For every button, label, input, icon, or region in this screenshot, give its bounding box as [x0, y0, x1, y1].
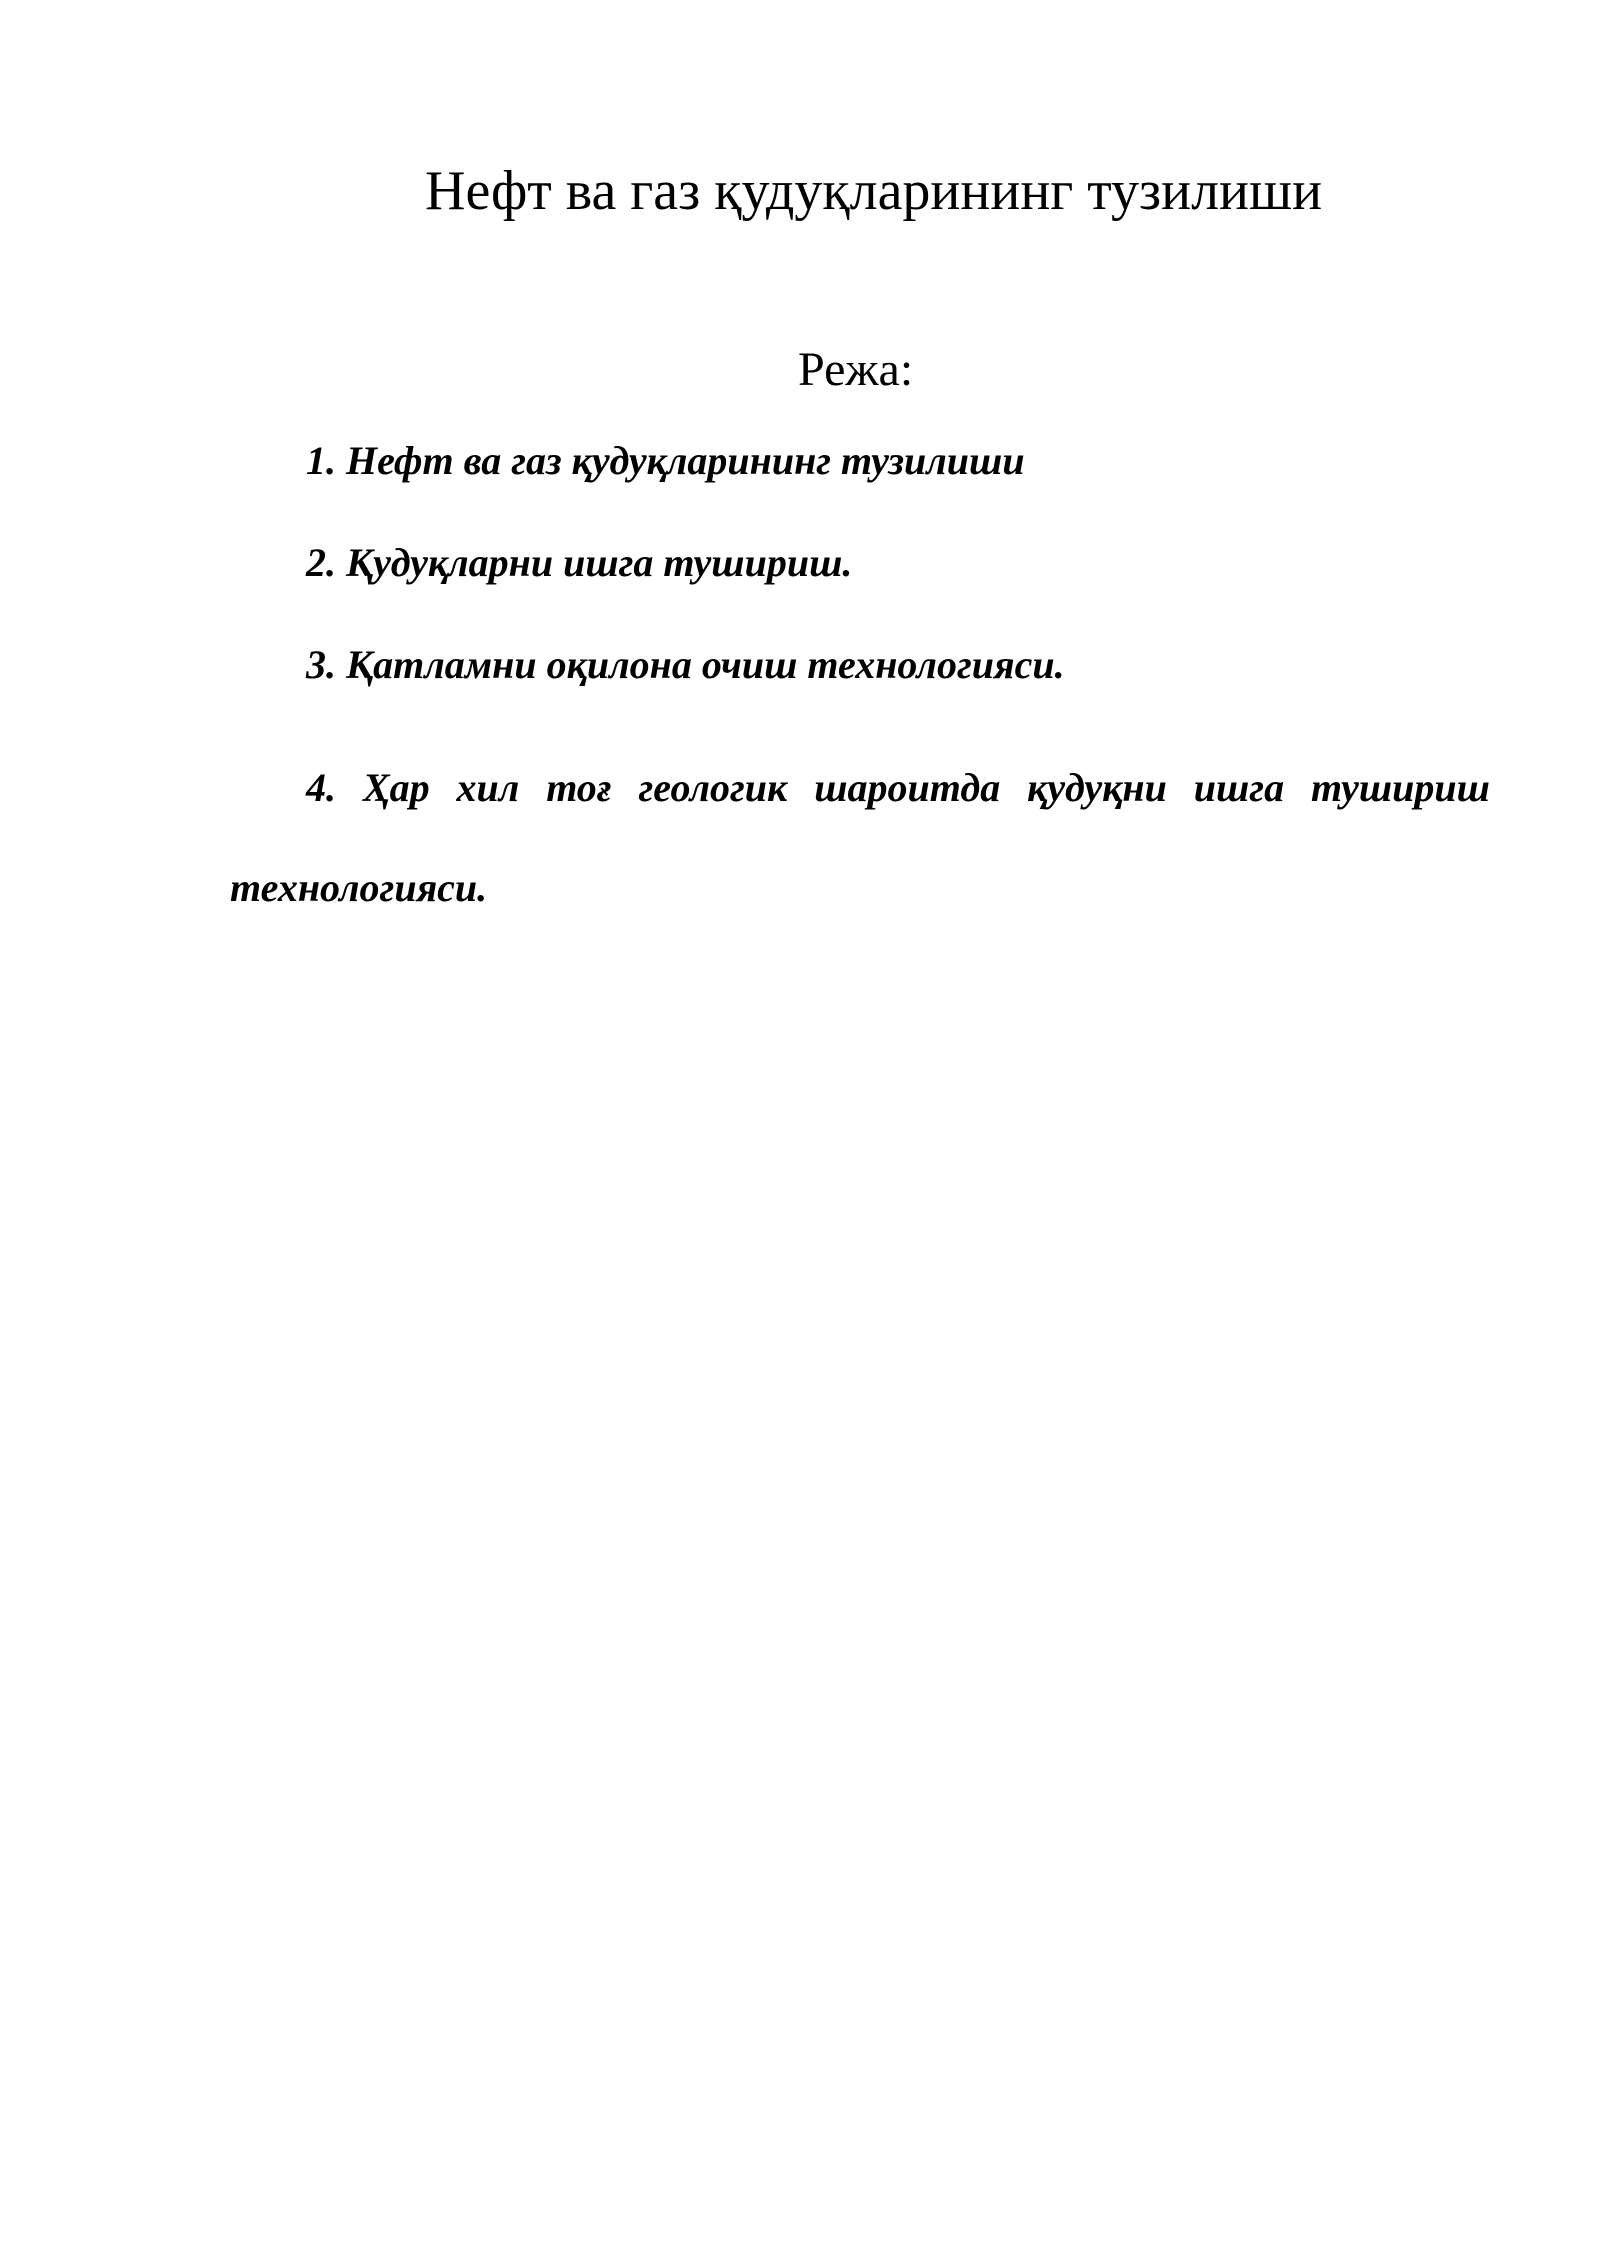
plan-heading: Режа:: [798, 343, 914, 396]
plan-item-3: 3. Қатламни оқилона очиш технологияси.: [306, 642, 1065, 687]
page-title: Нефт ва газ қудуқларининг тузилиши: [425, 160, 1323, 222]
plan-item-4: 4. Ҳар хил тоғ геологик шароитда қудуқни ишга тушириш технологияси.: [230, 765, 1490, 910]
plan-item-2: 2. Қудуқларни ишга тушириш.: [306, 540, 853, 585]
plan-item-1: 1. Нефт ва газ қудуқларининг тузилиши: [306, 438, 1025, 483]
